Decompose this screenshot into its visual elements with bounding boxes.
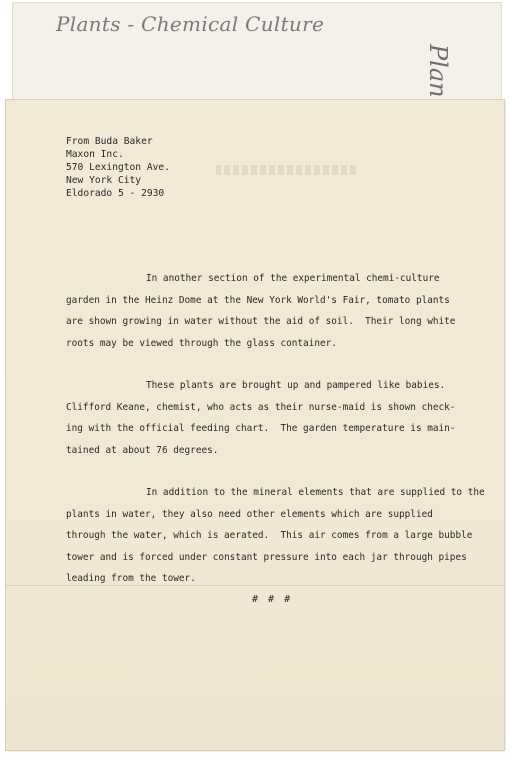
paragraph-line: These plants are brought up and pampered like babies. (146, 380, 446, 391)
paragraph-line: are shown growing in water without the aid of soil. Their long white (66, 316, 456, 327)
paragraph-line: tower and is forced under constant pressure into each jar through pipes (66, 551, 467, 563)
handwritten-title: Plants - Chemical Culture (56, 12, 325, 36)
handwritten-side-note: Plan (424, 44, 452, 98)
paragraph-line: garden in the Heinz Dome at the New York World's Fair, tomato plants (66, 294, 450, 306)
release-body (66, 268, 485, 611)
paragraph-line: tained at about 76 degrees. (66, 444, 219, 456)
sender-company: Maxon Inc. (66, 149, 124, 160)
paragraph-line: ing with the official feeding chart. The garden temperature is main- (66, 423, 456, 434)
sender-name: From Buda Baker (66, 136, 153, 147)
sender-city: New York City (66, 175, 142, 186)
paragraph-line: In another section of the experimental chemi-culture (146, 273, 440, 284)
sender-phone: Eldorado 5 - 2930 (66, 188, 165, 199)
end-of-release-mark: # # # (252, 594, 293, 605)
paper-fold-crease (6, 585, 504, 587)
paragraph-line: roots may be viewed through the glass container. (66, 337, 337, 349)
bleed-through-letterhead (216, 165, 356, 175)
paragraph-line: through the water, which is aerated. This air comes from a large bubble (66, 530, 473, 541)
sender-street: 570 Lexington Ave. (66, 162, 170, 173)
press-release-sheet (6, 100, 504, 750)
sender-address-block (66, 135, 170, 200)
paragraph-line: Clifford Keane, chemist, who acts as their nurse-maid is shown check- (66, 401, 456, 413)
paragraph-line: In addition to the mineral elements that are supplied to the (146, 487, 485, 498)
paragraph-2 (66, 375, 466, 461)
paragraph-1 (66, 268, 466, 354)
paragraph-line: leading from the tower. (66, 573, 196, 584)
paragraph-line: plants in water, they also need other elements which are supplied (66, 508, 433, 520)
paragraph-3 (66, 482, 485, 590)
